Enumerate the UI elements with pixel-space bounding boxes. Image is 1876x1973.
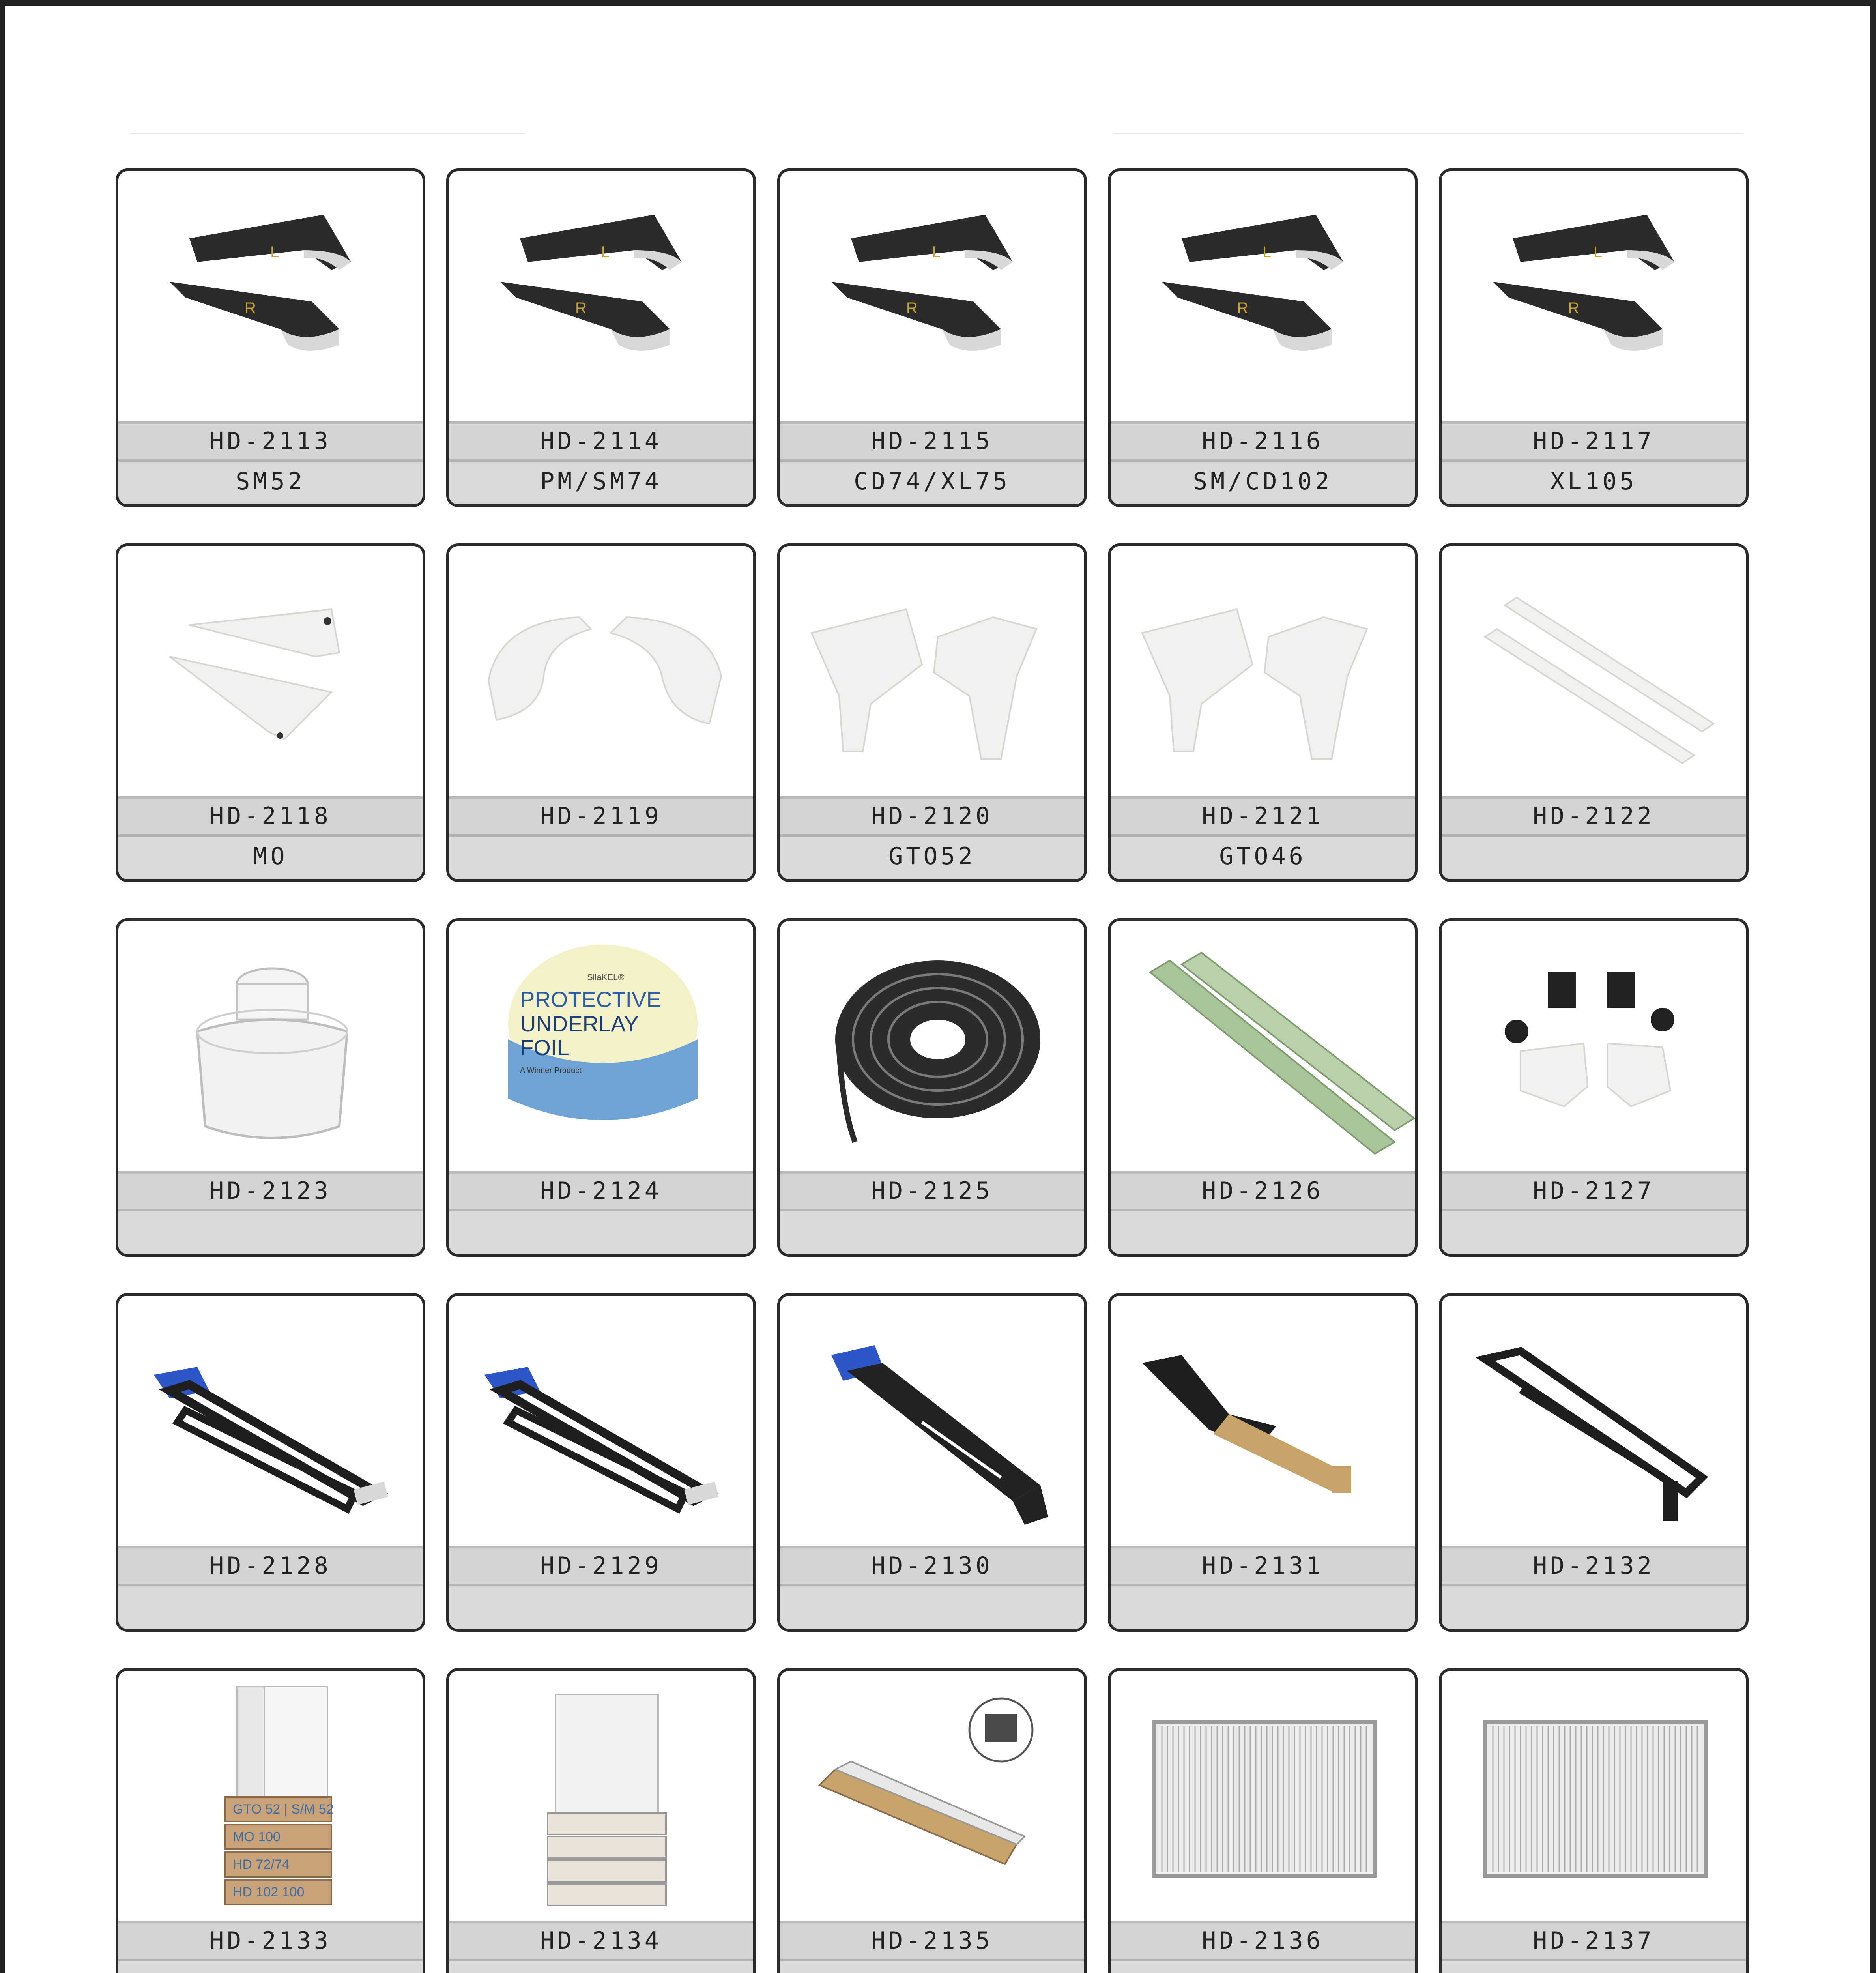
right-mark: R: [906, 300, 918, 317]
product-card: [446, 168, 756, 507]
product-code: HD-2124: [449, 1171, 753, 1211]
foil-title: UNDERLAY: [520, 1011, 639, 1036]
product-code: HD-2119: [449, 796, 753, 837]
left-mark: L: [270, 243, 279, 261]
product-model: PM/SM74: [449, 462, 753, 507]
product-model: [118, 1211, 423, 1257]
product-card: [446, 918, 756, 1257]
product-model: SM52: [118, 462, 423, 507]
bracket-parts-set-image: [1442, 921, 1746, 1171]
product-card: [116, 918, 425, 1257]
product-code: HD-2135: [780, 1921, 1084, 1961]
product-code: HD-2123: [118, 1171, 423, 1211]
blade-box-image: [780, 1671, 1084, 1921]
black-rubber-coil-image: [780, 921, 1084, 1171]
header-rule: [1113, 133, 1744, 134]
white-strip-pair-image: [1442, 546, 1746, 796]
product-code: HD-2117: [1442, 421, 1746, 462]
product-model: [1111, 1961, 1415, 1973]
product-card: [446, 543, 756, 882]
black-plastic-wedge-pair-image: [1442, 171, 1746, 421]
product-model: XL105: [1442, 462, 1746, 507]
paper-guide-plate-image: [780, 1296, 1084, 1546]
product-card: [777, 918, 1087, 1257]
product-model: [1111, 1586, 1415, 1632]
product-card: [116, 1668, 425, 1973]
product-code: HD-2130: [780, 1546, 1084, 1586]
product-model: [1442, 837, 1746, 882]
product-card: [116, 1293, 425, 1632]
foil-title: PROTECTIVE: [520, 987, 661, 1012]
product-code: HD-2120: [780, 796, 1084, 837]
left-mark: L: [601, 243, 610, 261]
product-card: [1439, 918, 1749, 1257]
air-filter-panel-image: [1111, 1671, 1415, 1921]
product-code: HD-2122: [1442, 796, 1746, 837]
clear-plastic-cup-image: [118, 921, 423, 1171]
product-card: [1108, 918, 1418, 1257]
product-code: HD-2132: [1442, 1546, 1746, 1586]
product-model: [449, 1961, 753, 1973]
product-card: [116, 543, 425, 882]
right-mark: R: [1568, 300, 1579, 317]
product-model: [449, 1586, 753, 1632]
box-label: GTO 52 | S/M 52: [233, 1802, 334, 1817]
product-code: HD-2115: [780, 421, 1084, 462]
product-code: HD-2121: [1111, 796, 1415, 837]
paper-guide-frame-image: [118, 1296, 423, 1546]
product-card: [446, 1668, 756, 1973]
foil-brand: SilaKEL®: [587, 972, 625, 982]
product-code: HD-2116: [1111, 421, 1415, 462]
page-frame-left: [0, 0, 5, 1973]
product-code: HD-2136: [1111, 1921, 1415, 1961]
product-model: [118, 1586, 423, 1632]
product-model: [1442, 1586, 1746, 1632]
black-plastic-wedge-pair-image: [1111, 171, 1415, 421]
right-mark: R: [1237, 300, 1248, 317]
product-model: [118, 1961, 423, 1973]
product-card: [1108, 1293, 1418, 1632]
left-mark: L: [932, 243, 941, 261]
white-plastic-bracket-pair-image: [1111, 546, 1415, 796]
product-model: [780, 1961, 1084, 1973]
product-code: HD-2126: [1111, 1171, 1415, 1211]
white-plastic-bracket-pair-image: [780, 546, 1084, 796]
product-code: HD-2131: [1111, 1546, 1415, 1586]
product-card: [1439, 1293, 1749, 1632]
product-model: [449, 1211, 753, 1257]
black-plastic-wedge-pair-image: [780, 171, 1084, 421]
product-code: HD-2128: [118, 1546, 423, 1586]
foil-product: A Winner Product: [520, 1066, 582, 1075]
product-code: HD-2134: [449, 1921, 753, 1961]
product-model: [449, 837, 753, 882]
product-card: [1439, 168, 1749, 507]
boxed-blade-stack-white-image: [449, 1671, 753, 1921]
right-mark: R: [575, 300, 587, 317]
product-code: HD-2127: [1442, 1171, 1746, 1211]
product-model: [1111, 1211, 1415, 1257]
product-card: [777, 543, 1087, 882]
product-code: HD-2129: [449, 1546, 753, 1586]
product-code: HD-2125: [780, 1171, 1084, 1211]
textured-tape-strips-image: [1111, 921, 1415, 1171]
black-plastic-wedge-pair-image: [449, 171, 753, 421]
left-mark: L: [1263, 243, 1272, 261]
white-curved-block-pair-image: [449, 546, 753, 796]
product-model: CD74/XL75: [780, 462, 1084, 507]
product-model: [780, 1211, 1084, 1257]
product-model: [1442, 1961, 1746, 1973]
product-card: [1108, 168, 1418, 507]
foil-title: FOIL: [520, 1035, 569, 1060]
product-card: [777, 1668, 1087, 1973]
white-plastic-wedge-pair-image: [118, 546, 423, 796]
product-model: SM/CD102: [1111, 462, 1415, 507]
product-card: [777, 168, 1087, 507]
left-mark: L: [1594, 243, 1603, 261]
product-code: HD-2113: [118, 421, 423, 462]
product-model: [1442, 1211, 1746, 1257]
page-frame-top: [0, 0, 1876, 6]
air-filter-panel-image: [1442, 1671, 1746, 1921]
page-frame-right: [1870, 0, 1876, 1973]
paper-guide-arm-tan-image: [1111, 1296, 1415, 1546]
product-card: [1439, 1668, 1749, 1973]
product-model: MO: [118, 837, 423, 882]
product-card: [1439, 543, 1749, 882]
header-rule: [130, 133, 525, 134]
product-card: [1108, 543, 1418, 882]
product-model: GTO46: [1111, 837, 1415, 882]
product-model: [780, 1586, 1084, 1632]
right-mark: R: [245, 300, 256, 317]
product-code: HD-2133: [118, 1921, 423, 1961]
black-plastic-wedge-pair-image: [118, 171, 423, 421]
product-card: [777, 1293, 1087, 1632]
product-card: [1108, 1668, 1418, 1973]
paper-guide-frame-image: [449, 1296, 753, 1546]
product-model: GTO52: [780, 837, 1084, 882]
box-label: MO 100: [233, 1829, 281, 1844]
protective-foil-roll-image: [449, 921, 753, 1171]
box-label: HD 72/74: [233, 1857, 290, 1872]
product-card: [116, 168, 425, 507]
product-code: HD-2118: [118, 796, 423, 837]
product-card: [446, 1293, 756, 1632]
box-label: HD 102 100: [233, 1885, 305, 1900]
product-code: HD-2114: [449, 421, 753, 462]
product-code: HD-2137: [1442, 1921, 1746, 1961]
paper-guide-frame-small-image: [1442, 1296, 1746, 1546]
boxed-blade-stack-image: [118, 1671, 423, 1921]
